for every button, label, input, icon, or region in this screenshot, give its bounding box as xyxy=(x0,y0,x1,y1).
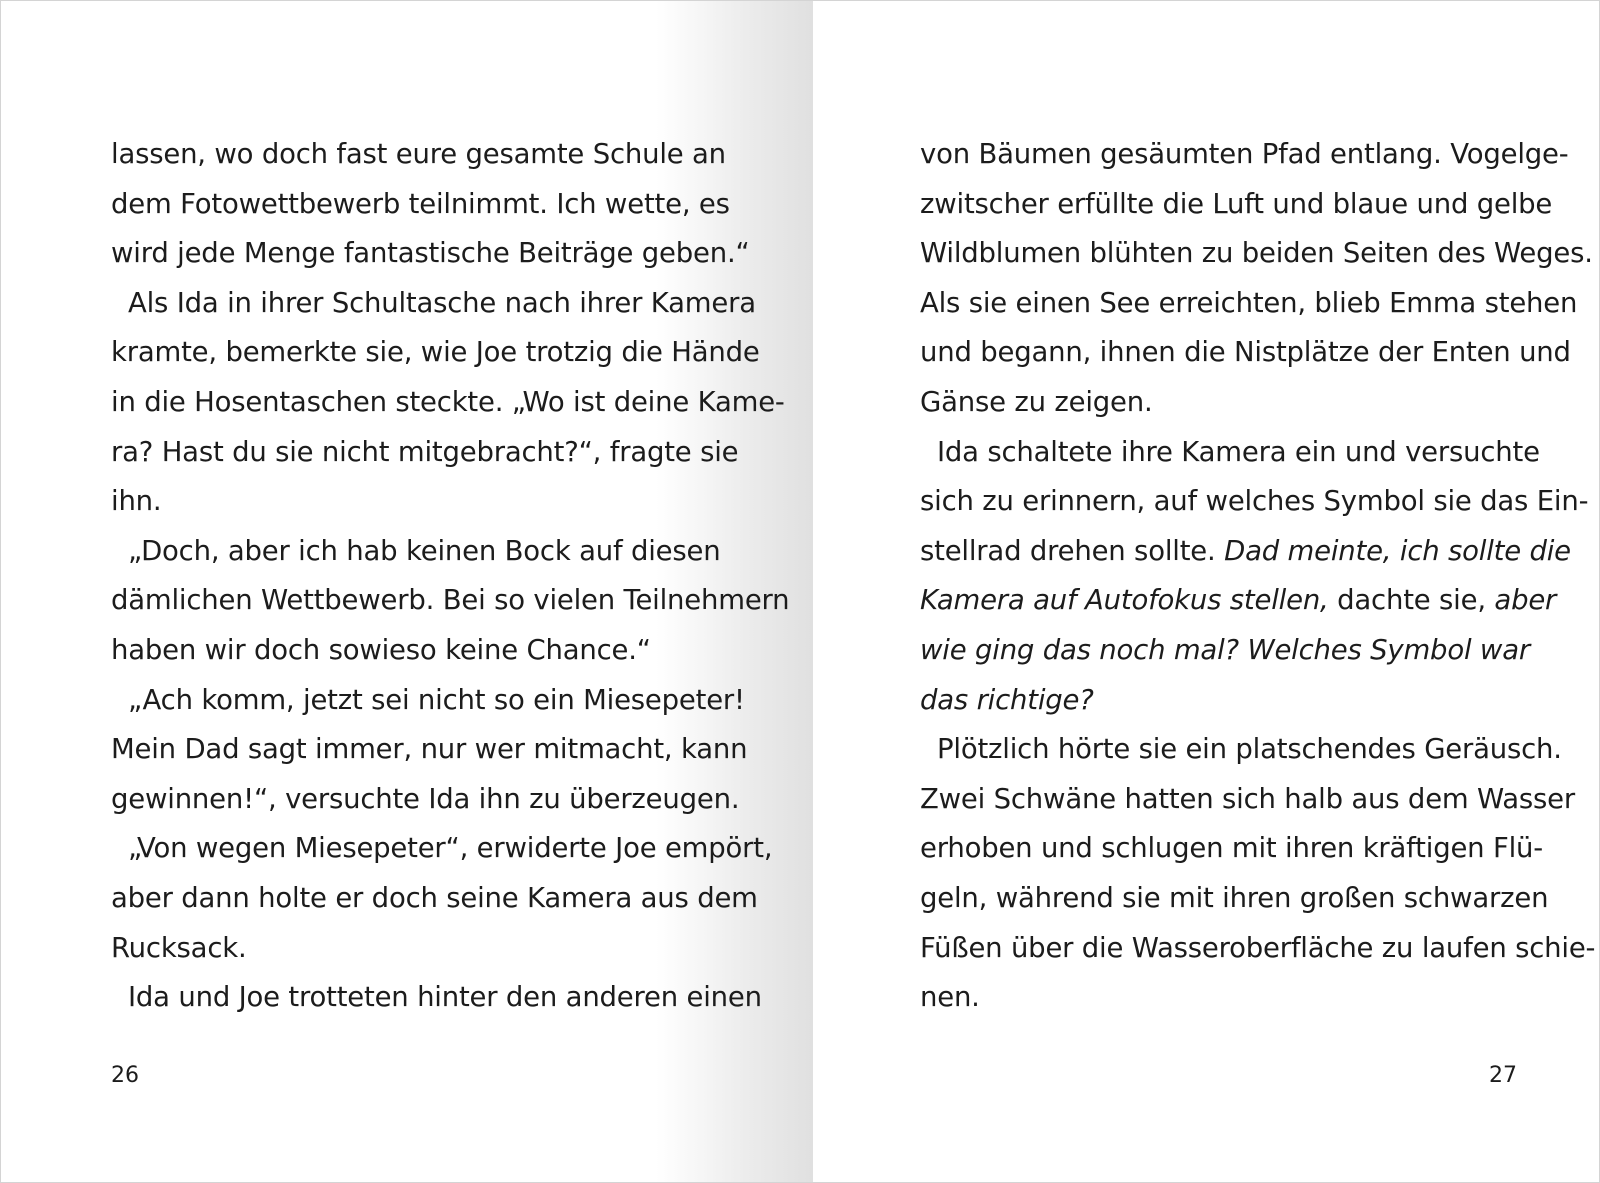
text-line: das richtige? xyxy=(920,683,1094,716)
text-line: und begann, ihnen die Nistplätze der Enten und xyxy=(920,336,1571,369)
page-number: 26 xyxy=(111,1063,139,1088)
text-line: ra? Hast du sie nicht mitgebracht?“, fragte sie xyxy=(111,435,739,468)
text-line: Zwei Schwäne hatten sich halb aus dem Wasser xyxy=(920,782,1576,815)
text-line: „Doch, aber ich hab keinen Bock auf diesen xyxy=(128,534,721,567)
text-line: Mein Dad sagt immer, nur wer mitmacht, kann xyxy=(111,733,748,766)
text-line: in die Hosentaschen steckte. „Wo ist deine Kame- xyxy=(111,385,785,418)
page-number: 27 xyxy=(1489,1063,1517,1088)
text-line: wird jede Menge fantastische Beiträge geben.“ xyxy=(111,237,750,270)
text-line: nen. xyxy=(920,981,980,1014)
right-page-text xyxy=(920,130,1595,1023)
text-line: dem Fotowettbewerb teilnimmt. Ich wette, es xyxy=(111,187,730,220)
left-page xyxy=(1,1,813,1182)
text-line: Ida und Joe trotteten hinter den anderen einen xyxy=(128,981,762,1014)
text-line: ihn. xyxy=(111,485,162,518)
text-run: dachte sie, xyxy=(1337,584,1486,617)
text-line: Füßen über die Wasseroberfläche zu laufen schie- xyxy=(920,931,1596,964)
text-line: lassen, wo doch fast eure gesamte Schule an xyxy=(111,138,726,170)
right-page xyxy=(813,1,1599,1182)
italic-thought: Dad meinte, ich sollte die xyxy=(1224,534,1571,567)
text-run: stellrad drehen sollte. xyxy=(920,534,1216,567)
text-line: Wildblumen blühten zu beiden Seiten des Weges. xyxy=(920,237,1593,270)
text-line: Als sie einen See erreichten, blieb Emma stehen xyxy=(920,286,1578,319)
text-line: dämlichen Wettbewerb. Bei so vielen Teilnehmern xyxy=(111,584,790,617)
italic-thought: Kamera auf Autofokus stellen, xyxy=(920,584,1329,617)
text-line: Gänse zu zeigen. xyxy=(920,385,1153,418)
text-line: kramte, bemerkte sie, wie Joe trotzig die Hände xyxy=(111,336,760,369)
text-line: haben wir doch sowieso keine Chance.“ xyxy=(111,633,651,666)
text-line: gewinnen!“, versuchte Ida ihn zu überzeugen. xyxy=(111,782,740,815)
text-line: „Von wegen Miesepeter“, erwiderte Joe empört, xyxy=(128,832,773,865)
text-line xyxy=(920,527,1595,577)
text-line xyxy=(920,576,1595,626)
text-line: Rucksack. xyxy=(111,931,247,964)
text-line: Ida schaltete ihre Kamera ein und versuchte xyxy=(937,435,1540,468)
text-line: sich zu erinnern, auf welches Symbol sie das Ein- xyxy=(920,485,1589,518)
italic-thought: aber xyxy=(1494,584,1557,617)
text-line: von Bäumen gesäumten Pfad entlang. Vogelge- xyxy=(920,138,1569,170)
text-line: „Ach komm, jetzt sei nicht so ein Miesepeter! xyxy=(128,683,745,716)
text-line: geln, während sie mit ihren großen schwarzen xyxy=(920,881,1549,914)
left-page-text xyxy=(111,130,789,1023)
text-line: Als Ida in ihrer Schultasche nach ihrer Kamera xyxy=(128,286,756,319)
text-line: Plötzlich hörte sie ein platschendes Geräusch. xyxy=(937,733,1562,766)
text-line: erhoben und schlugen mit ihren kräftigen Flü- xyxy=(920,832,1543,865)
text-line: zwitscher erfüllte die Luft und blaue und gelbe xyxy=(920,187,1553,220)
text-line: aber dann holte er doch seine Kamera aus dem xyxy=(111,881,758,914)
text-line: wie ging das noch mal? Welches Symbol war xyxy=(920,633,1530,666)
